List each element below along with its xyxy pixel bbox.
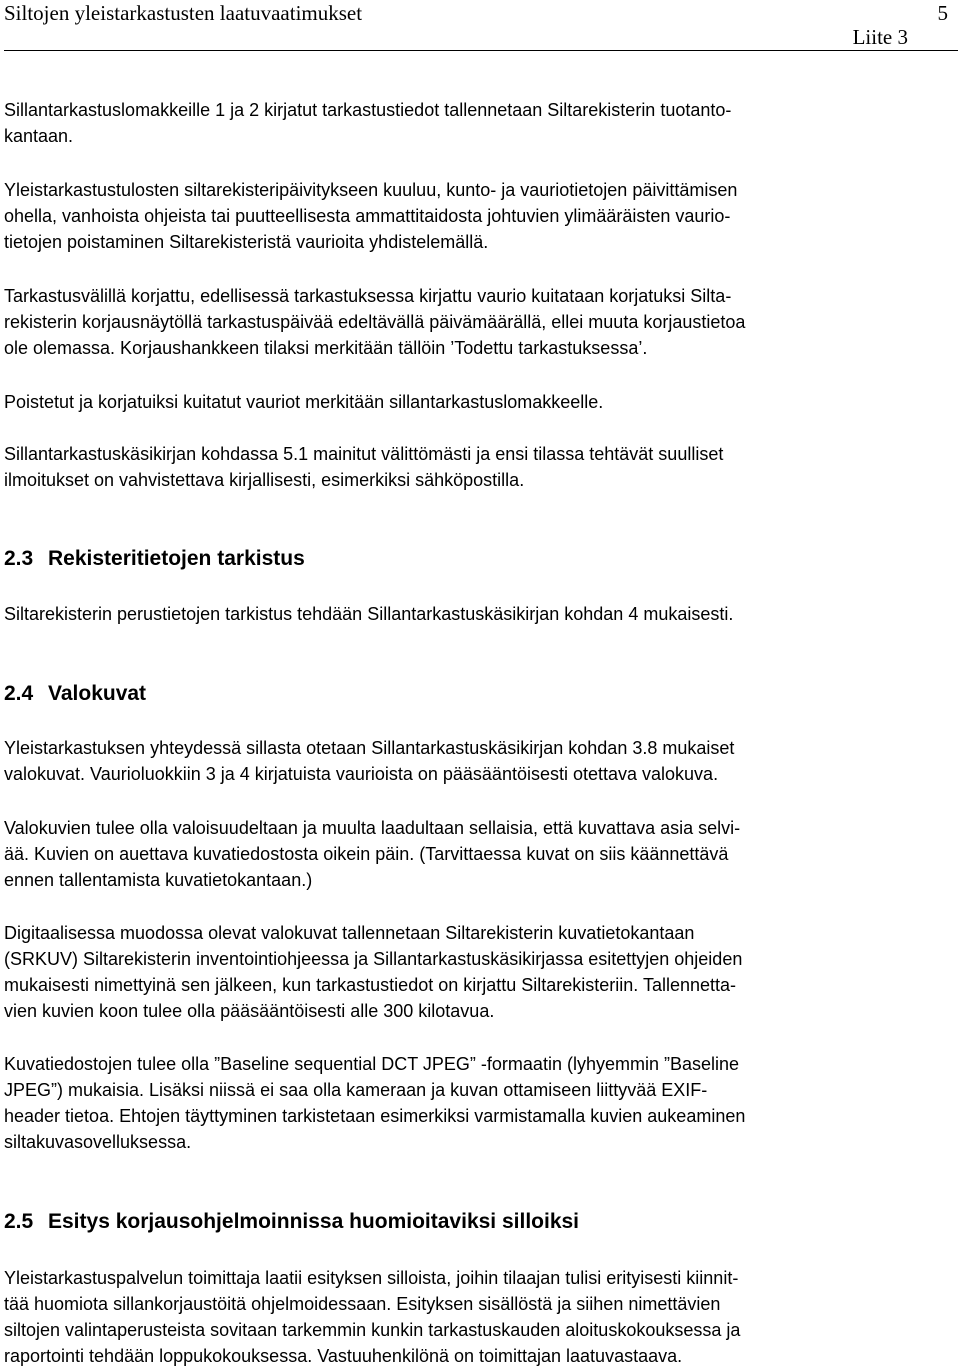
- paragraph-urgent-notices: Sillantarkastuskäsikirjan kohdassa 5.1 mainitut välittömästi ja ensi tilassa tehtävät suulliset ilmoitukset on vahvistettava kirjallisesti, esimerkiksi sähköpostilla.: [4, 444, 724, 490]
- page-number: 5: [937, 1, 948, 25]
- paragraph-repair-proposal: Yleistarkastuspalvelun toimittaja laatii esityksen silloista, joihin tilaajan tulisi erityisesti kiinnit- tää huomiota sillankorjaustöitä ohjelmoidessaan. Esityksen sisällöstä ja siihen nimettävien siltojen valintaperusteista sovitaan tarkemmin kunkin tarkastuskauden aloituskokouksessa ja raportointi tehdään loppukokouksessa. Vastuuhenkilönä on toimittajan laatuvastaava.: [4, 1268, 741, 1366]
- paragraph-file-format: Kuvatiedostojen tulee olla ”Baseline sequential DCT JPEG” -formaatin (lyhyemmin ”Baseline JPEG”) mukaisia. Lisäksi niissä ei saa olla kameraan ja kuvan ottamiseen liittyvää EXIF- header tietoa. Ehtojen täyttyminen tarkistetaan esimerkiksi varmistamalla kuvien aukeaminen siltakuvasovelluksessa.: [4, 1054, 746, 1152]
- header-rule: [4, 50, 958, 51]
- section-heading-2-4: 2.4 Valokuvat: [4, 682, 147, 705]
- paragraph-photo-storage: Digitaalisessa muodossa olevat valokuvat tallennetaan Siltarekisterin kuvatietokantaan (SRKUV) Siltarekisterin inventointiohjeessa ja Sillantarkastuskäsikirjassa esitettyjen ohjeiden mukaisesti nimettyinä sen jälkeen, kun tarkastustiedot on kirjattu Siltarekisteriin. Tallennetta- vien kuvien koon tulee olla pääsääntöisesti alle 300 kilotavua.: [4, 923, 743, 1021]
- paragraph-removed-damage: Poistetut ja korjatuiksi kuitatut vauriot merkitään sillantarkastuslomakkeelle.: [4, 392, 604, 412]
- paragraph-repaired-damage: Tarkastusvälillä korjattu, edellisessä tarkastuksessa kirjattu vaurio kuitataan korjatuksi Silta- rekisterin korjausnäytöllä tarkastuspäivää edeltävällä päivämäärällä, ellei muuta korjaustietoa ole olemassa. Korjaushankkeen tilaksi merkitään tällöin ’Todettu tarkastuksessa’.: [4, 286, 746, 358]
- paragraph-photos-taken: Yleistarkastuksen yhteydessä sillasta otetaan Sillantarkastuskäsikirjan kohdan 3.8 mukaiset valokuvat. Vaurioluokkiin 3 ja 4 kirjatuista vaurioista on pääsääntöisesti otettava valokuva.: [4, 738, 735, 784]
- running-header-title: Siltojen yleistarkastusten laatuvaatimukset: [4, 1, 363, 25]
- paragraph-photo-quality: Valokuvien tulee olla valoisuudeltaan ja muulta laadultaan sellaisia, että kuvattava asia selvi- ää. Kuvien on auettava kuvatiedostosta oikein päin. (Tarvittaessa kuvat on siis käännettävä ennen tallentamista kuvatietokantaan.): [4, 818, 741, 890]
- section-heading-2-3: 2.3 Rekisteritietojen tarkistus: [4, 547, 305, 570]
- paragraph-register-check: Siltarekisterin perustietojen tarkistus tehdään Sillantarkastuskäsikirjan kohdan 4 mukaisesti.: [4, 604, 734, 624]
- appendix-label: Liite 3: [852, 25, 908, 49]
- paragraph-register-update: Yleistarkastustulosten siltarekisteripäivitykseen kuuluu, kunto- ja vauriotietojen päivittämisen ohella, vanhoista ohjeista tai puutteellisesta ammattitaidosta johtuvien ylimääräisten vaurio- tietojen poistaminen Siltarekisteristä vaurioita yhdistelemällä.: [4, 180, 738, 252]
- paragraph-register-storage: Sillantarkastuslomakkeille 1 ja 2 kirjatut tarkastustiedot tallennetaan Siltarekisterin tuotanto- kantaan.: [4, 100, 732, 146]
- section-heading-2-5: 2.5 Esitys korjausohjelmoinnissa huomioitaviksi silloiksi: [4, 1210, 580, 1233]
